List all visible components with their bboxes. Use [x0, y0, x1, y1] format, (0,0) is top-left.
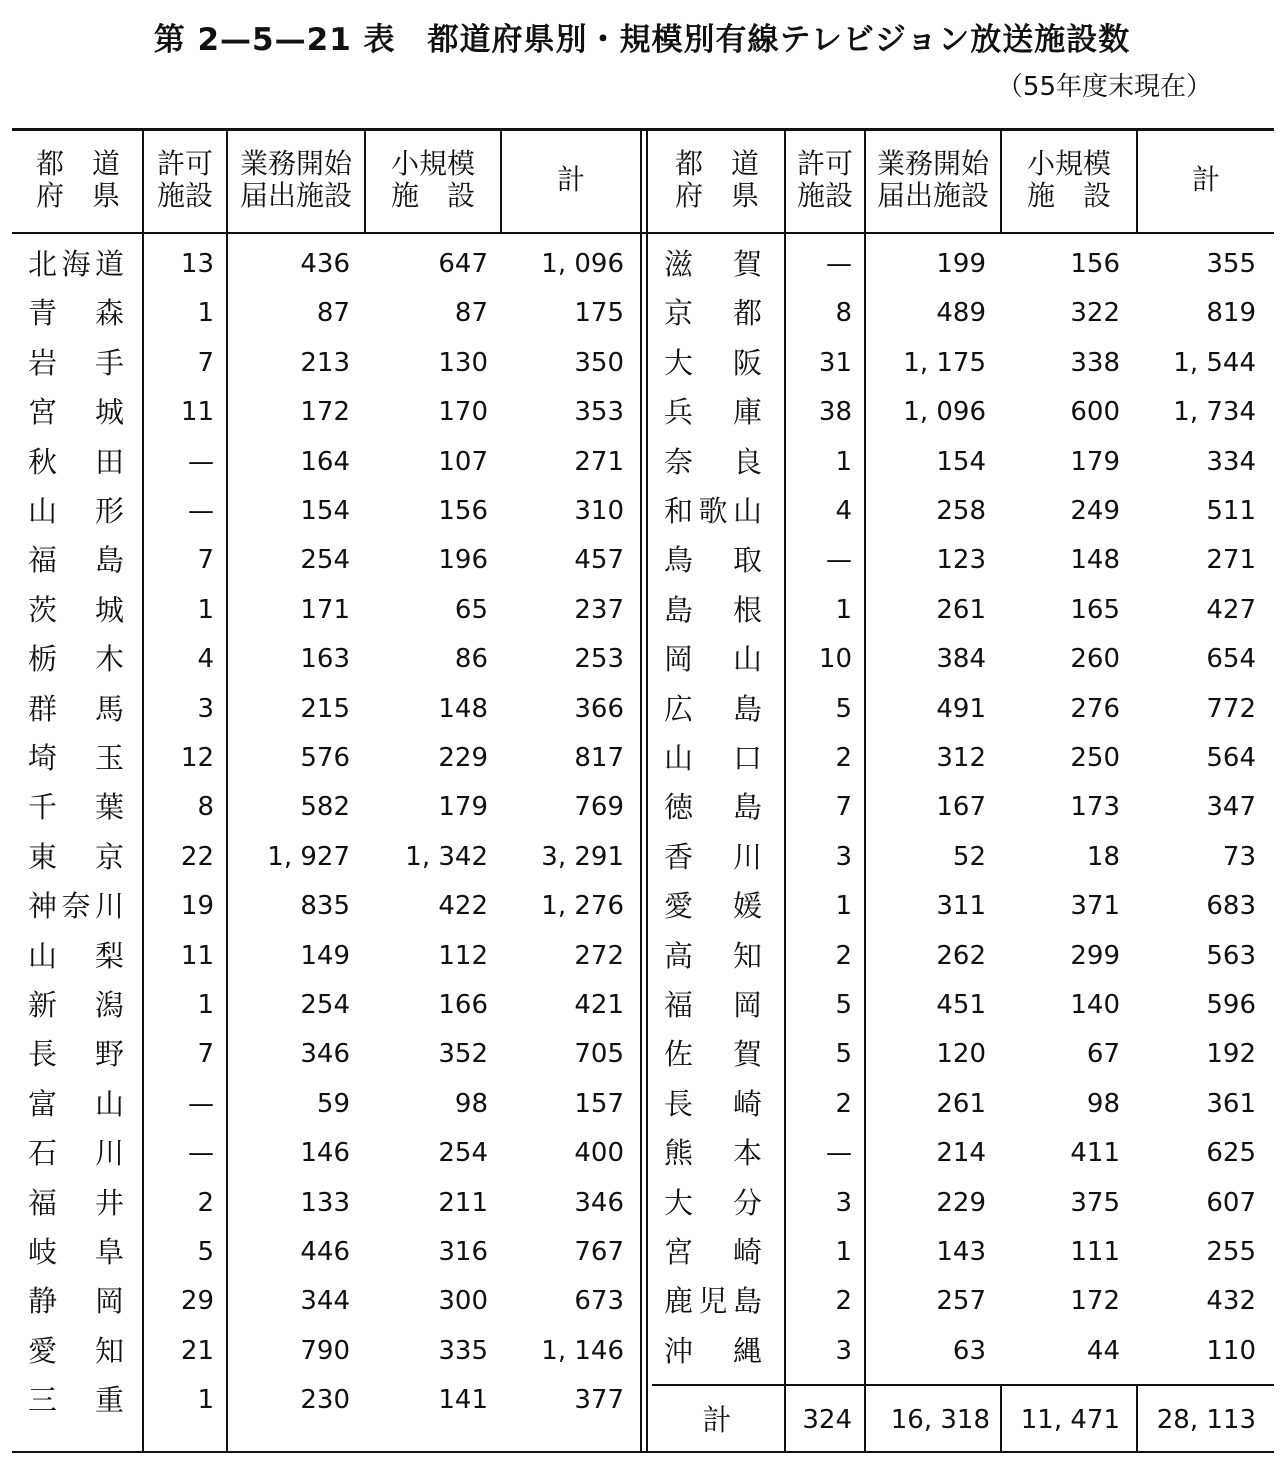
table-row — [0, 1179, 1284, 1228]
notified-cell: 344 — [300, 1286, 350, 1317]
total-cell: 361 — [1206, 1088, 1256, 1119]
permitted-cell: 3 — [835, 1335, 852, 1366]
notified-cell: 384 — [936, 644, 986, 675]
small-cell: 316 — [438, 1237, 488, 1267]
notified-cell: 171 — [300, 594, 350, 625]
prefecture-cell: 広島 — [664, 691, 762, 726]
notified-cell: 436 — [300, 249, 350, 279]
total-cell: 350 — [574, 347, 624, 378]
header-permitted: 許可 施設 — [156, 147, 213, 212]
prefecture-cell: 奈良 — [664, 444, 762, 479]
prefecture-cell: 宮崎 — [664, 1235, 762, 1269]
total-cell: 769 — [574, 792, 624, 823]
permitted-cell: 11 — [180, 397, 214, 428]
prefecture-cell: 富山 — [28, 1086, 124, 1121]
permitted-cell: — — [188, 1138, 214, 1169]
table-row — [0, 1129, 1284, 1178]
small-cell: 299 — [1070, 940, 1120, 971]
small-cell: 148 — [1070, 545, 1120, 576]
total-cell: 192 — [1206, 1039, 1256, 1070]
notified-cell: 229 — [936, 1187, 986, 1218]
total-cell: 366 — [574, 693, 624, 724]
small-cell: 107 — [438, 446, 488, 477]
notified-cell: 261 — [936, 1088, 986, 1119]
prefecture-cell: 大阪 — [664, 345, 762, 380]
permitted-cell: — — [188, 496, 214, 526]
small-cell: 600 — [1070, 397, 1120, 428]
prefecture-cell: 山口 — [664, 741, 762, 775]
table-row — [0, 635, 1284, 684]
total-cell: 400 — [574, 1138, 624, 1169]
table-row — [0, 1228, 1284, 1277]
table-row — [0, 932, 1284, 981]
permitted-cell: — — [826, 1138, 852, 1169]
permitted-cell: 1 — [197, 594, 214, 625]
total-cell: 1, 096 — [541, 249, 624, 279]
permitted-cell: 1 — [835, 1237, 852, 1267]
total-cell: 564 — [1206, 743, 1256, 773]
prefecture-cell: 山形 — [28, 494, 124, 528]
notified-cell: 133 — [300, 1187, 350, 1218]
small-cell: 165 — [1070, 594, 1120, 625]
small-cell: 44 — [1086, 1335, 1120, 1366]
total-cell: 683 — [1206, 891, 1256, 922]
notified-cell: 199 — [936, 249, 986, 279]
header-prefecture: 都 道 府 県 — [674, 147, 759, 212]
small-cell: 422 — [438, 891, 488, 922]
prefecture-cell: 京都 — [664, 296, 762, 331]
prefecture-cell: 滋賀 — [664, 247, 762, 281]
total-cell: 355 — [1206, 249, 1256, 279]
notified-cell: 164 — [300, 446, 350, 477]
permitted-cell: 12 — [180, 743, 214, 773]
prefecture-cell: 高知 — [664, 938, 762, 973]
permitted-cell: 3 — [197, 693, 214, 724]
prefecture-cell: 千葉 — [28, 790, 124, 825]
notified-cell: 230 — [300, 1385, 350, 1416]
table-top-rule — [12, 128, 1274, 131]
permitted-cell: 4 — [197, 644, 214, 675]
table-row — [0, 487, 1284, 536]
small-cell: 148 — [438, 693, 488, 724]
header-total: 計 — [556, 163, 585, 196]
table-row — [0, 783, 1284, 832]
total-cell: 272 — [574, 940, 624, 971]
grand-total-row — [0, 1396, 1284, 1445]
notified-cell: 254 — [300, 990, 350, 1020]
date-note: （55年度末現在） — [996, 72, 1212, 102]
prefecture-cell: 宮城 — [28, 395, 124, 430]
small-cell: 352 — [438, 1039, 488, 1070]
total-cell: 673 — [574, 1286, 624, 1317]
notified-cell: 1, 096 — [903, 397, 986, 428]
permitted-cell: 21 — [180, 1335, 214, 1366]
permitted-cell: 8 — [197, 792, 214, 823]
permitted-cell: 1 — [835, 891, 852, 922]
notified-cell: 215 — [300, 693, 350, 724]
prefecture-cell: 大分 — [664, 1185, 762, 1220]
total-cell: 73 — [1222, 841, 1256, 872]
prefecture-cell: 石川 — [28, 1136, 124, 1171]
small-cell: 371 — [1070, 891, 1120, 922]
table-row — [0, 734, 1284, 783]
total-cell: 253 — [574, 644, 624, 675]
small-cell: 87 — [454, 298, 488, 329]
permitted-cell: 8 — [835, 298, 852, 329]
permitted-cell: — — [188, 446, 214, 477]
small-cell: 130 — [438, 347, 488, 378]
table-row — [0, 586, 1284, 635]
prefecture-cell: 山梨 — [28, 938, 124, 973]
notified-cell: 257 — [936, 1286, 986, 1317]
permitted-cell: — — [826, 249, 852, 279]
prefecture-cell: 長崎 — [664, 1086, 762, 1121]
notified-cell: 262 — [936, 940, 986, 971]
table-row — [0, 1327, 1284, 1376]
total-cell: 237 — [574, 594, 624, 625]
table-row — [0, 388, 1284, 437]
total-cell: 457 — [574, 545, 624, 576]
prefecture-cell: 熊本 — [664, 1136, 762, 1171]
notified-cell: 214 — [936, 1138, 986, 1169]
small-cell: 170 — [438, 397, 488, 428]
table-row — [0, 536, 1284, 585]
prefecture-cell: 岐阜 — [28, 1235, 124, 1269]
table-bottom-rule — [12, 1451, 1274, 1453]
header-notified: 業務開始 届出施設 — [239, 147, 352, 212]
total-cell: 334 — [1206, 446, 1256, 477]
notified-cell: 582 — [300, 792, 350, 823]
notified-cell: 446 — [300, 1237, 350, 1267]
total-cell: 607 — [1206, 1187, 1256, 1218]
notified-cell: 123 — [936, 545, 986, 576]
permitted-cell: 7 — [197, 1039, 214, 1070]
prefecture-cell: 愛媛 — [664, 889, 762, 924]
small-cell: 172 — [1070, 1286, 1120, 1317]
notified-cell: 312 — [936, 743, 986, 773]
table-row — [0, 833, 1284, 882]
permitted-cell: 2 — [835, 1088, 852, 1119]
small-cell: 1, 342 — [405, 841, 488, 872]
total-cell: 157 — [574, 1088, 624, 1119]
total-cell: 377 — [574, 1385, 624, 1416]
small-cell: 375 — [1070, 1187, 1120, 1218]
notified-cell: 52 — [952, 841, 986, 872]
small-cell: 179 — [1070, 446, 1120, 477]
permitted-cell: 13 — [180, 249, 214, 279]
permitted-cell: 5 — [835, 990, 852, 1020]
total-cell: 1, 276 — [541, 891, 624, 922]
small-cell: 98 — [454, 1088, 488, 1119]
permitted-cell: 19 — [180, 891, 214, 922]
small-cell: 18 — [1086, 841, 1120, 872]
permitted-cell: 1 — [197, 298, 214, 329]
notified-cell: 154 — [936, 446, 986, 477]
permitted-cell: 4 — [835, 496, 852, 526]
small-cell: 156 — [1070, 249, 1120, 279]
notified-cell: 167 — [936, 792, 986, 823]
prefecture-cell: 鹿児島 — [664, 1284, 762, 1319]
notified-cell: 146 — [300, 1138, 350, 1169]
prefecture-cell: 栃木 — [28, 642, 124, 677]
prefecture-cell: 群馬 — [28, 691, 124, 726]
small-cell: 211 — [438, 1187, 488, 1218]
small-cell: 338 — [1070, 347, 1120, 378]
table-row — [0, 339, 1284, 388]
small-cell: 260 — [1070, 644, 1120, 675]
small-cell: 249 — [1070, 496, 1120, 526]
permitted-cell: 5 — [835, 1039, 852, 1070]
table-row — [0, 438, 1284, 487]
prefecture-cell: 佐賀 — [664, 1037, 762, 1072]
notified-cell: 143 — [936, 1237, 986, 1267]
small-cell: 335 — [438, 1335, 488, 1366]
total-cell: 767 — [574, 1237, 624, 1267]
prefecture-cell: 埼玉 — [28, 741, 124, 775]
small-cell: 229 — [438, 743, 488, 773]
notified-cell: 311 — [936, 891, 986, 922]
total-cell: 817 — [574, 743, 624, 773]
notified-cell: 835 — [300, 891, 350, 922]
notified-cell: 491 — [936, 693, 986, 724]
table-row — [0, 981, 1284, 1030]
grand-total-permitted: 324 — [802, 1405, 852, 1435]
total-cell: 654 — [1206, 644, 1256, 675]
small-cell: 250 — [1070, 743, 1120, 773]
header-prefecture: 都 道 府 県 — [35, 147, 120, 212]
total-cell: 625 — [1206, 1138, 1256, 1169]
total-cell: 432 — [1206, 1286, 1256, 1317]
small-cell: 254 — [438, 1138, 488, 1169]
notified-cell: 149 — [300, 940, 350, 971]
prefecture-cell: 福井 — [28, 1185, 124, 1220]
notified-cell: 154 — [300, 496, 350, 526]
permitted-cell: 1 — [835, 594, 852, 625]
small-cell: 322 — [1070, 298, 1120, 329]
notified-cell: 87 — [316, 298, 350, 329]
notified-cell: 258 — [936, 496, 986, 526]
small-cell: 196 — [438, 545, 488, 576]
small-cell: 300 — [438, 1286, 488, 1317]
prefecture-cell: 和歌山 — [664, 494, 762, 528]
prefecture-cell: 北海道 — [28, 247, 124, 281]
permitted-cell: 2 — [835, 940, 852, 971]
notified-cell: 213 — [300, 347, 350, 378]
table-row — [0, 240, 1284, 289]
grand-total-label: 計 — [702, 1403, 732, 1437]
permitted-cell: 11 — [180, 940, 214, 971]
total-cell: 1, 544 — [1173, 347, 1256, 378]
notified-cell: 120 — [936, 1039, 986, 1070]
total-cell: 596 — [1206, 990, 1256, 1020]
prefecture-cell: 青森 — [28, 296, 124, 331]
header-bottom-rule — [12, 232, 1274, 234]
page-title: 第 2—5—21 表 都道府県別・規模別有線テレビジョン放送施設数 — [153, 22, 1131, 58]
header-total: 計 — [1191, 163, 1220, 196]
permitted-cell: 7 — [835, 792, 852, 823]
prefecture-cell: 神奈川 — [28, 889, 124, 924]
small-cell: 65 — [454, 594, 488, 625]
notified-cell: 254 — [300, 545, 350, 576]
total-cell: 3, 291 — [541, 841, 624, 872]
small-cell: 112 — [438, 940, 488, 971]
header-small: 小規模 施 設 — [1026, 147, 1111, 212]
total-cell: 705 — [574, 1039, 624, 1070]
notified-cell: 576 — [300, 743, 350, 773]
table-row — [0, 289, 1284, 338]
notified-cell: 172 — [300, 397, 350, 428]
prefecture-cell: 徳島 — [664, 790, 762, 825]
header-permitted: 許可 施設 — [796, 147, 853, 212]
permitted-cell: 3 — [835, 1187, 852, 1218]
small-cell: 141 — [438, 1385, 488, 1416]
total-cell: 346 — [574, 1187, 624, 1218]
notified-cell: 163 — [300, 644, 350, 675]
small-cell: 166 — [438, 990, 488, 1020]
prefecture-cell: 福島 — [28, 543, 124, 578]
prefecture-cell: 新潟 — [28, 988, 124, 1022]
permitted-cell: 2 — [835, 743, 852, 773]
notified-cell: 1, 927 — [267, 841, 350, 872]
header-notified: 業務開始 届出施設 — [876, 147, 989, 212]
total-cell: 310 — [574, 496, 624, 526]
permitted-cell: 29 — [180, 1286, 214, 1317]
prefecture-cell: 三重 — [28, 1383, 124, 1418]
total-cell: 347 — [1206, 792, 1256, 823]
table-row — [0, 685, 1284, 734]
permitted-cell: 22 — [180, 841, 214, 872]
table-row — [0, 1080, 1284, 1129]
small-cell: 276 — [1070, 693, 1120, 724]
prefecture-cell: 岡山 — [664, 642, 762, 677]
small-cell: 111 — [1070, 1237, 1120, 1267]
permitted-cell: 1 — [197, 1385, 214, 1416]
small-cell: 179 — [438, 792, 488, 823]
prefecture-cell: 鳥取 — [664, 543, 762, 578]
prefecture-cell: 岩手 — [28, 345, 124, 380]
total-cell: 563 — [1206, 940, 1256, 971]
table-row — [0, 1277, 1284, 1326]
small-cell: 647 — [438, 249, 488, 279]
total-cell: 427 — [1206, 594, 1256, 625]
header-small: 小規模 施 設 — [390, 147, 475, 212]
small-cell: 173 — [1070, 792, 1120, 823]
permitted-cell: 1 — [835, 446, 852, 477]
prefecture-cell: 静岡 — [28, 1284, 124, 1319]
total-cell: 421 — [574, 990, 624, 1020]
notified-cell: 261 — [936, 594, 986, 625]
permitted-cell: 38 — [818, 397, 852, 428]
small-cell: 67 — [1086, 1039, 1120, 1070]
table-row — [0, 882, 1284, 931]
table-row — [0, 1030, 1284, 1079]
permitted-cell: 5 — [197, 1237, 214, 1267]
prefecture-cell: 茨城 — [28, 592, 124, 627]
small-cell: 411 — [1070, 1138, 1120, 1169]
permitted-cell: 31 — [818, 347, 852, 378]
prefecture-cell: 秋田 — [28, 444, 124, 479]
permitted-cell: 7 — [197, 545, 214, 576]
permitted-cell: 2 — [197, 1187, 214, 1218]
permitted-cell: — — [826, 545, 852, 576]
notified-cell: 489 — [936, 298, 986, 329]
notified-cell: 790 — [300, 1335, 350, 1366]
total-cell: 511 — [1206, 496, 1256, 526]
grand-total-small: 11, 471 — [1020, 1405, 1120, 1435]
grand-total-notified: 16, 318 — [890, 1405, 990, 1435]
permitted-cell: — — [188, 1088, 214, 1119]
total-cell: 772 — [1206, 693, 1256, 724]
total-cell: 255 — [1206, 1237, 1256, 1267]
small-cell: 156 — [438, 496, 488, 526]
total-cell: 175 — [574, 298, 624, 329]
total-cell: 271 — [1206, 545, 1256, 576]
prefecture-cell: 香川 — [664, 839, 762, 874]
permitted-cell: 1 — [197, 990, 214, 1020]
notified-cell: 1, 175 — [903, 347, 986, 378]
prefecture-cell: 兵庫 — [664, 395, 762, 430]
total-cell: 271 — [574, 446, 624, 477]
permitted-cell: 7 — [197, 347, 214, 378]
total-cell: 353 — [574, 397, 624, 428]
prefecture-cell: 沖縄 — [664, 1333, 762, 1368]
grand-total-total: 28, 113 — [1156, 1405, 1256, 1435]
total-cell: 819 — [1206, 298, 1256, 329]
small-cell: 86 — [454, 644, 488, 675]
prefecture-cell: 長野 — [28, 1037, 124, 1072]
prefecture-cell: 愛知 — [28, 1333, 124, 1368]
total-cell: 1, 734 — [1173, 397, 1256, 428]
small-cell: 140 — [1070, 990, 1120, 1020]
permitted-cell: 10 — [818, 644, 852, 675]
permitted-cell: 3 — [835, 841, 852, 872]
prefecture-cell: 福岡 — [664, 988, 762, 1022]
small-cell: 98 — [1086, 1088, 1120, 1119]
notified-cell: 346 — [300, 1039, 350, 1070]
total-cell: 1, 146 — [541, 1335, 624, 1366]
notified-cell: 451 — [936, 990, 986, 1020]
permitted-cell: 2 — [835, 1286, 852, 1317]
notified-cell: 63 — [952, 1335, 986, 1366]
prefecture-cell: 東京 — [28, 839, 124, 874]
prefecture-cell: 島根 — [664, 592, 762, 627]
notified-cell: 59 — [316, 1088, 350, 1119]
total-cell: 110 — [1206, 1335, 1256, 1366]
permitted-cell: 5 — [835, 693, 852, 724]
